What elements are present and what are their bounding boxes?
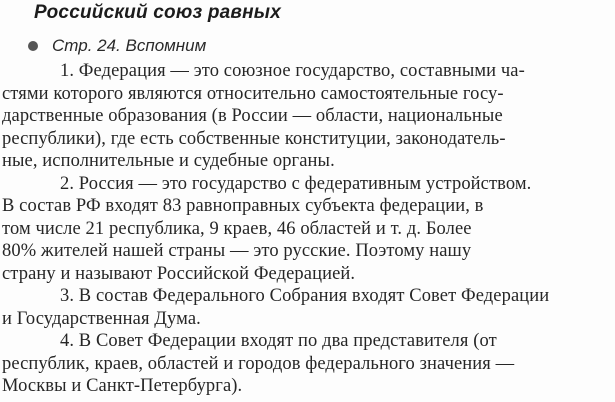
text-line: 1. Федерация — это союзное государство, составными ча- — [60, 61, 525, 81]
text-line: том числе 21 республика, 9 краев, 46 областей и т. д. Более — [2, 218, 472, 239]
subheading-text: Стр. 24. Вспомним — [52, 36, 207, 55]
text-line: и Государственная Дума. — [2, 308, 201, 329]
bullet-icon — [28, 41, 38, 51]
text-line: 3. В состав Федерального Собрания входят Совет Федерации — [60, 286, 550, 306]
text-line: стями которого являются относительно самостоятельные госу- — [2, 83, 504, 104]
section-heading: Российский союз равных — [34, 2, 281, 23]
text-line: Москвы и Санкт-Петербурга). — [2, 376, 243, 396]
text-line: республики), где есть собственные конституции, законодатель- — [2, 128, 506, 149]
text-line: 4. В Совет Федерации входят по два представителя (от — [60, 331, 497, 351]
text-line: 2. Россия — это государство с федеративным устройством. — [60, 173, 532, 194]
text-line: страну и называют Российской Федерацией. — [2, 263, 356, 284]
text-line: 80% жителей нашей страны — это русские. Поэтому нашу — [2, 241, 472, 261]
text-line: ные, исполнительные и судебные органы. — [2, 151, 335, 171]
text-line: В состав РФ входят 83 равноправных субъекта федерации, в — [2, 196, 484, 216]
subheading — [28, 36, 206, 56]
text-line: дарственные образования (в России — области, национальные — [2, 106, 503, 126]
body-text — [0, 60, 615, 398]
text-line: республик, краев, областей и городов федерального значения — — [2, 353, 515, 374]
